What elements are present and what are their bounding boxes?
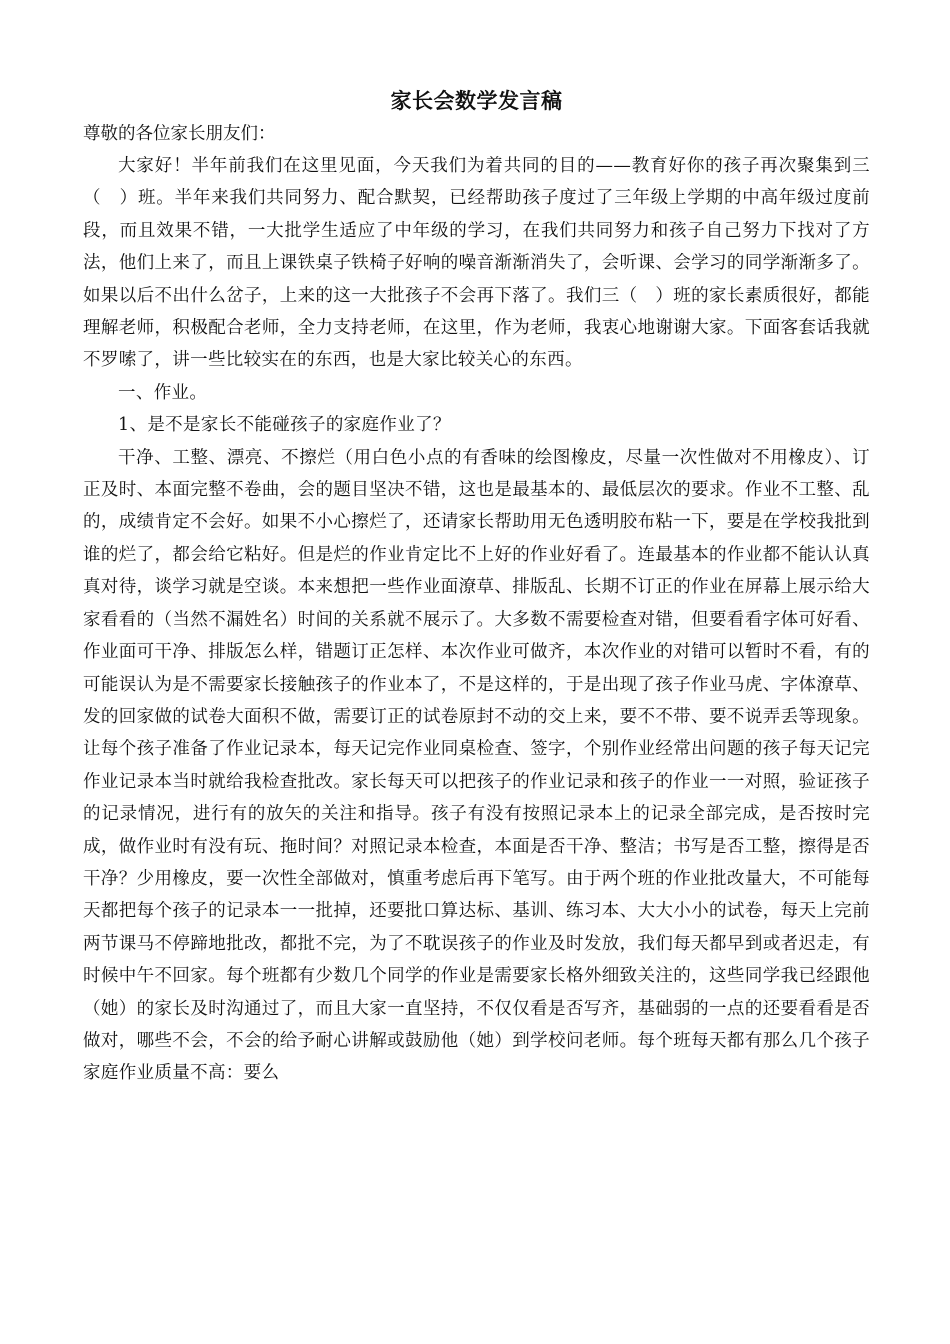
paragraph-homework-body: 干净、工整、漂亮、不擦烂（用白色小点的有香味的绘图橡皮，尽量一次性做对不用橡皮）、订正及时、本面完整不卷曲，会的题目坚决不错，这也是最基本的、最低层次的要求。作业不工整、乱的，成绩肯定不会好。如果不小心擦烂了，还请家长帮助用无色透明胶布粘一下，要是在学校我批到谁的烂了，都会给它粘好。但是烂的作业肯定比不上好的作业好看了。连最基本的作业都不能认认真真对待，谈学习就是空谈。本来想把一些作业面潦草、排版乱、长期不订正的作业在屏幕上展示给大家看看的（当然不漏姓名）时间的关系就不展示了。大多数不需要检查对错，但要看看字体可好看、作业面可干净、排版怎么样，错题订正怎样、本次作业可做齐，本次作业的对错可以暂时不看，有的可能误认为是不需要家长接触孩子的作业本了，不是这样的，于是出现了孩子作业马虎、字体潦草、发的回家做的试卷大面积不做，需要订正的试卷原封不动的交上来，要不不带、要不说弄丢等现象。让每个孩子准备了作业记录本，每天记完作业同桌检查、签字，个别作业经常出问题的孩子每天记完作业记录本当时就给我检查批改。家长每天可以把孩子的作业记录和孩子的作业一一对照，验证孩子的记录情况，进行有的放矢的关注和指导。孩子有没有按照记录本上的记录全部完成，是否按时完成，做作业时有没有玩、拖时间？对照记录本检查，本面是否干净、整洁；书写是否工整，擦得是否干净？少用橡皮，要一次性全部做对，慎重考虑后再下笔写。由于两个班的作业批改量大，不可能每天都把每个孩子的记录本一一批掉，还要批口算达标、基训、练习本、大大小小的试卷，每天上完前两节课马不停蹄地批改，都批不完，为了不耽误孩子的作业及时发放，我们每天都早到或者迟走，有时候中午不回家。每个班都有少数几个同学的作业是需要家长格外细致关注的，这些同学我已经跟他（她）的家长及时沟通过了，而且大家一直坚持，不仅仅看是否写齐，基础弱的一点的还要看看是否做对，哪些不会，不会的给予耐心讲解或鼓励他（她）到学校问老师。每个班每天都有那么几个孩子家庭作业质量不高：要么 xyxy=(83,447,870,1084)
question-heading: 1、是不是家长不能碰孩子的家庭作业了？ xyxy=(118,415,451,436)
document-title: 家长会数学发言稿 xyxy=(390,88,563,113)
paragraph-intro: 大家好！半年前我们在这里见面，今天我们为着共同的目的——教育好你的孩子再次聚集到三（ ）班。半年来我们共同努力、配合默契，已经帮助孩子度过了三年级上学期的中高年级过度前段，而且效果不错，一大批学生适应了中年级的学习，在我们共同努力和孩子自己努力下找对了方法，他们上来了，而且上课铁桌子铁椅子好响的噪音渐渐消失了，会听课、会学习的同学渐渐多了。如果以后不出什么岔子，上来的这一大批孩子不会再下落了。我们三（ ）班的家长素质很好，都能理解老师，积极配合老师，全力支持老师，在这里，作为老师，我衷心地谢谢大家。下面客套话我就不罗嗦了，讲一些比较实在的东西，也是大家比较关心的东西。 xyxy=(83,156,870,371)
salutation: 尊敬的各位家长朋友们： xyxy=(83,124,276,144)
document-page xyxy=(83,84,870,1090)
section-heading-homework: 一、作业。 xyxy=(118,382,208,403)
